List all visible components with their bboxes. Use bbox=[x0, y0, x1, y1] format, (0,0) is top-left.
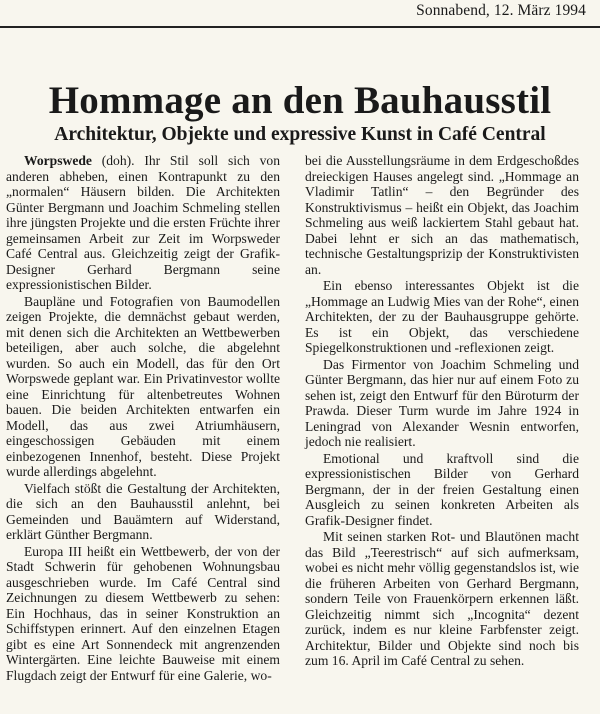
paragraph-text: (doh). Ihr Stil soll sich von anderen abheben, einen Kontrapunkt zu den „normalen“ Häusern bilden. Die Architekten Günter Bergmann und Joachim Schmeling stellen ihre jüngsten Projekte und die ersten Früchte ihrer gemeinsamen Arbeit zur Zeit im Worpsweder Café Central aus. Gleichzeitig zeigt der Grafik-Designer Gerhard Bergmann seine expressionistischen Bilder. bbox=[6, 153, 280, 292]
header-rule bbox=[0, 26, 600, 28]
paragraph: Vielfach stößt die Gestaltung der Architekten, die sich an den Bauhausstil anlehnt, bei Gemeinden und Bauämtern auf Widerstand, erklärt Günther Bergmann. bbox=[6, 480, 280, 542]
paragraph: Mit seinen starken Rot- und Blautönen macht das Bild „Teerestrisch“ auf sich aufmerksam, wobei es nicht mehr völlig gegenstandslos ist, wie die früheren Arbeiten von Gerhard Bergmann, sondern Teile von Frauenkörpern erkennen läßt. Gleichzeitig nimmt sich „Incognita“ dezent zurück, indem es nur kleine Farbfenster zeigt. Architektur, Bilder und Objekte sind noch bis zum 16. April im Café Central zu sehen. bbox=[305, 529, 579, 668]
paragraph: Baupläne und Fotografien von Baumodellen zeigen Projekte, die demnächst gebaut werden, mit denen sich die Architekten an Wettbewerben beteiligen, aber auch solche, die abgelehnt wurden. So auch ein Modell, das für den Ort Worpswede geplant war. Ein Privatinvestor wollte eine Einrichtung für altenbetreutes Wohnen bauen. Die beiden Architekten entwarfen ein Modell, das aus zwei Atriumhäusern, eingeschossigen Gebäuden mit einem einbezogenen Innenhof, besteht. Diese Projekt wurde allerdings abgelehnt. bbox=[6, 293, 280, 479]
paragraph: Europa III heißt ein Wettbewerb, der von der Stadt Schwerin für gehobenen Wohnungsbau ausgeschrieben wurde. Im Café Central sind Zeichnungen zu diesem Wettbewerb zu sehen: Ein Hochhaus, das in seiner Konstruktion an Schiffstypen erinnert. Auf den einzelnen Etagen gibt es eine Art Sonnendeck mit angrenzenden Wintergärten. Eine leichte Bauweise mit einem Flugdach zeigt der Entwurf für eine Galerie, wo- bbox=[6, 543, 280, 683]
paragraph: bei die Ausstellungsräume in dem Erdgeschoßdes dreieckigen Hauses angelegt sind. „Hommage an Vladimir Tatlin“ – den Begründer des Konstruktivismus – heißt ein Objekt, das Joachim Schmeling aus weiß lackiertem Stahl gebaut hat. Dabei lehnt er sich an das mathematisch, technische Gestaltungsprizip der Konstruktivisten an. bbox=[305, 153, 579, 277]
paragraph: Das Firmentor von Joachim Schmeling und Günter Bergmann, das hier nur auf einem Foto zu sehen ist, zeigt den Entwurf für den Büroturm der Prawda. Dieser Turm wurde im Jahre 1924 in Leningrad von Alexander Wesnin entworfen, jedoch nie realisiert. bbox=[305, 356, 579, 449]
dateline-place: Worpswede bbox=[24, 153, 92, 168]
paragraph: Emotional und kraftvoll sind die expressionistischen Bilder von Gerhard Bergmann, der in der freien Gestaltung einen Ausgleich zu seinen konkreten Arbeiten als Grafik-Designer findet. bbox=[305, 450, 579, 528]
paragraph: Ein ebenso interessantes Objekt ist die „Hommage an Ludwig Mies van der Rohe“, einen Architekten, der zu der Bauhausgruppe gehörte. Es ist ein Objekt, das verschiedene Spiegelkonstruktionen und -reflexionen zeigt. bbox=[305, 278, 579, 355]
issue-date: Sonnabend, 12. März 1994 bbox=[416, 2, 586, 19]
right-column bbox=[305, 153, 579, 669]
left-column bbox=[6, 153, 280, 683]
paragraph bbox=[6, 153, 280, 293]
article-subheadline: Architektur, Objekte und expressive Kunst in Café Central bbox=[54, 124, 546, 145]
article-headline: Hommage an den Bauhausstil bbox=[48, 79, 552, 122]
